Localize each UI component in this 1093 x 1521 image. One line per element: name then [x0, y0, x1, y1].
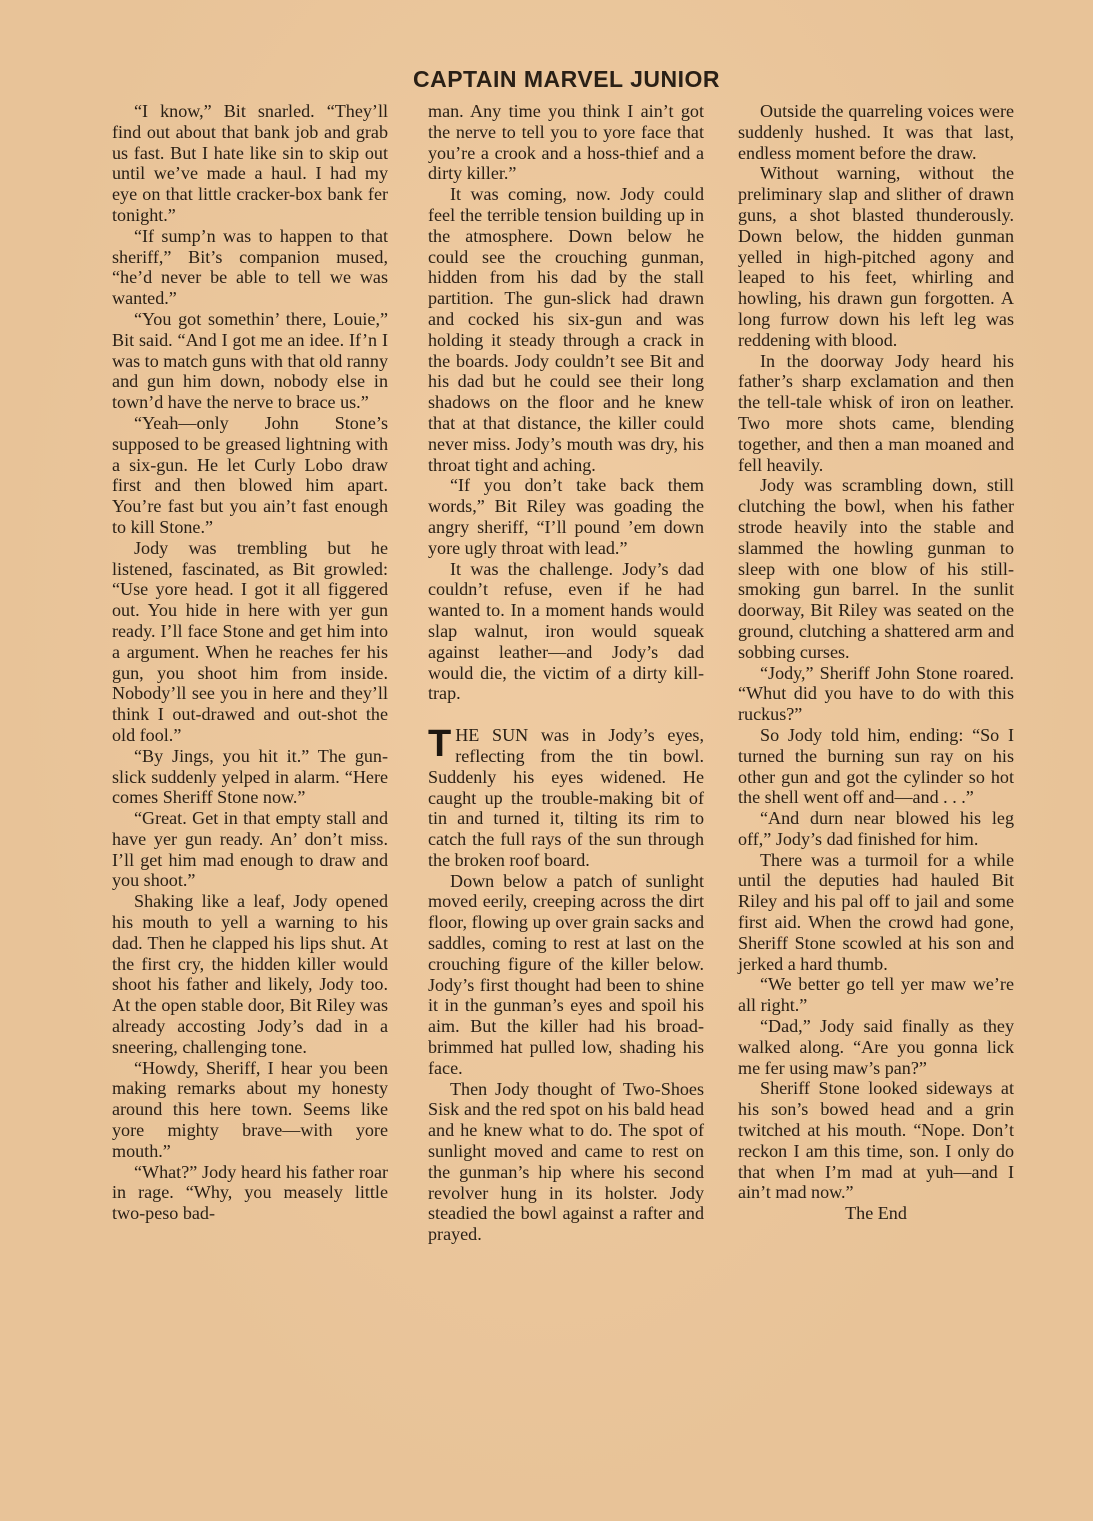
end-mark: The End	[845, 1203, 907, 1224]
drop-cap-paragraph	[428, 725, 704, 871]
text-column-3	[738, 101, 1014, 1224]
paragraph: “Yeah—only John Stone’s supposed to be greased lightning with a six-gun. He let Curly Lobo draw first and then blowed him apart. You’re fast but you ain’t fast enough to kill Stone.”	[112, 412, 388, 537]
paragraph: “You got somethin’ there, Louie,” Bit said. “And I got me an idee. If’n I was to match guns with that old ranny and gun him down, nobody else in town’d have the nerve to brace us.”	[112, 308, 388, 413]
paragraph: Sheriff Stone looked sideways at his son’s bowed head and a grin twitched at his mouth. “Nope. Don’t reckon I am this time, son. I only do that when I’m mad at yuh—and I ain’t mad now.”	[738, 1078, 1014, 1203]
drop-cap: T	[428, 723, 452, 766]
paragraph: “If you don’t take back them words,” Bit Riley was goading the angry sheriff, “I’ll pound ’em down yore ugly throat with lead.”	[428, 475, 704, 558]
paragraph: “What?” Jody heard his father roar in rage. “Why, you measely little two-peso bad-	[112, 1161, 388, 1224]
paragraph: It was coming, now. Jody could feel the terrible tension building up in the atmosphere. Down below he could see the crouching gunman, hidden from his dad by the stall partition. The gun-slick had drawn and cocked his six-gun and was holding it steady through a crack in the boards. Jody couldn’t see Bit and his dad but he could see their long shadows on the floor and he knew that at that distance, the killer could never miss. Jody’s mouth was dry, his throat tight and aching.	[428, 184, 704, 475]
drop-cap-text: HE SUN was in Jody’s eyes, reflecting from the tin bowl. Suddenly his eyes widened. He caught up the trouble-making bit of tin and turned it, tilting its rim to catch the full rays of the sun through the broken roof board.	[428, 725, 704, 870]
paragraph: Jody was trembling but he listened, fascinated, as Bit growled: “Use yore head. I got it all figgered out. You hide in here with yer gun ready. I’ll face Stone and get him into a argument. When he reaches fer his gun, you shoot him from inside. Nobody’ll see you in here and they’ll think I out-drawed and out-shot the old fool.”	[112, 537, 388, 745]
paragraph: “By Jings, you hit it.” The gun-slick suddenly yelped in alarm. “Here comes Sheriff Stone now.”	[112, 745, 388, 808]
paragraph: man. Any time you think I ain’t got the nerve to tell you to yore face that you’re a crook and a hoss-thief and a dirty killer.”	[428, 101, 704, 184]
paragraph: “We better go tell yer maw we’re all right.”	[738, 974, 1014, 1016]
paragraph: So Jody told him, ending: “So I turned the burning sun ray on his other gun and got the cylinder so hot the shell went off and—and . . .”	[738, 724, 1014, 808]
paragraph: Outside the quarreling voices were suddenly hushed. It was that last, endless moment before the draw.	[738, 101, 1014, 163]
text-column-1	[112, 101, 388, 1224]
paragraph: Jody was scrambling down, still clutching the bowl, when his father strode heavily into the stable and slammed the howling gunman to sleep with one blow of his still-smoking gun barrel. In the sunlit doorway, Bit Riley was seated on the ground, clutching a shattered arm and sobbing curses.	[738, 475, 1014, 662]
paragraph: In the doorway Jody heard his father’s sharp exclamation and then the tell-tale whisk of iron on leather. Two more shots came, blending together, and then a man moaned and fell heavily.	[738, 350, 1014, 475]
paragraph: “And durn near blowed his leg off,” Jody’s dad finished for him.	[738, 808, 1014, 849]
paragraph: Shaking like a leaf, Jody opened his mouth to yell a warning to his dad. Then he clapped his lips shut. At the first cry, the hidden killer would shoot his father and likely, Jody too. At the open stable door, Bit Riley was already accosting Jody’s dad in a sneering, challenging tone.	[112, 891, 388, 1057]
paragraph: “Dad,” Jody said finally as they walked along. “Are you gonna lick me fer using maw’s pan?”	[738, 1016, 1014, 1078]
paragraph: It was the challenge. Jody’s dad couldn’t refuse, even if he had wanted to. In a moment hands would slap walnut, iron would squeak against leather—and Jody’s dad would die, the victim of a dirty kill-trap.	[428, 558, 704, 704]
paragraph: “I know,” Bit snarled. “They’ll find out about that bank job and grab us fast. But I hate like sin to skip out until we’ve made a haul. I had my eye on that little cracker-box bank fer tonight.”	[112, 101, 388, 225]
paragraph: “Great. Get in that empty stall and have yer gun ready. An’ don’t miss. I’ll get him mad enough to draw and you shoot.”	[112, 808, 388, 891]
paragraph: “If sump’n was to happen to that sheriff,” Bit’s companion mused, “he’d never be able to tell we was wanted.”	[112, 225, 388, 309]
paragraph: Then Jody thought of Two-Shoes Sisk and the red spot on his bald head and he knew what to do. The spot of sunlight moved and came to rest on the gunman’s hip where his second revolver hung in its holster. Jody steadied the bowl against a rafter and prayed.	[428, 1078, 704, 1245]
paragraph: There was a turmoil for a while until the deputies had hauled Bit Riley and his pal off to jail and some first aid. When the crowd had gone, Sheriff Stone scowled at his son and jerked a hard thumb.	[738, 849, 1014, 974]
paragraph: Down below a patch of sunlight moved eerily, creeping across the dirt floor, flowing up over grain sacks and saddles, coming to rest at last on the crouching figure of the killer below. Jody’s first thought had been to shine it in the gunman’s eyes and spoil his aim. But the killer had his broad-brimmed hat pulled low, shading his face.	[428, 870, 704, 1078]
running-head: CAPTAIN MARVEL JUNIOR	[413, 66, 720, 92]
paragraph: “Jody,” Sheriff John Stone roared. “Whut did you have to do with this ruckus?”	[738, 662, 1014, 725]
paragraph: Without warning, without the preliminary slap and slither of drawn guns, a shot blasted thunderously. Down below, the hidden gunman yelled in high-pitched agony and leaped to his feet, whirling and howling, his drawn gun forgotten. A long furrow down his left leg was reddening with blood.	[738, 163, 1014, 350]
paragraph: “Howdy, Sheriff, I hear you been making remarks about my honesty around this here town. Seems like yore mighty brave—with yore mouth.”	[112, 1057, 388, 1161]
text-column-2	[428, 101, 704, 1245]
